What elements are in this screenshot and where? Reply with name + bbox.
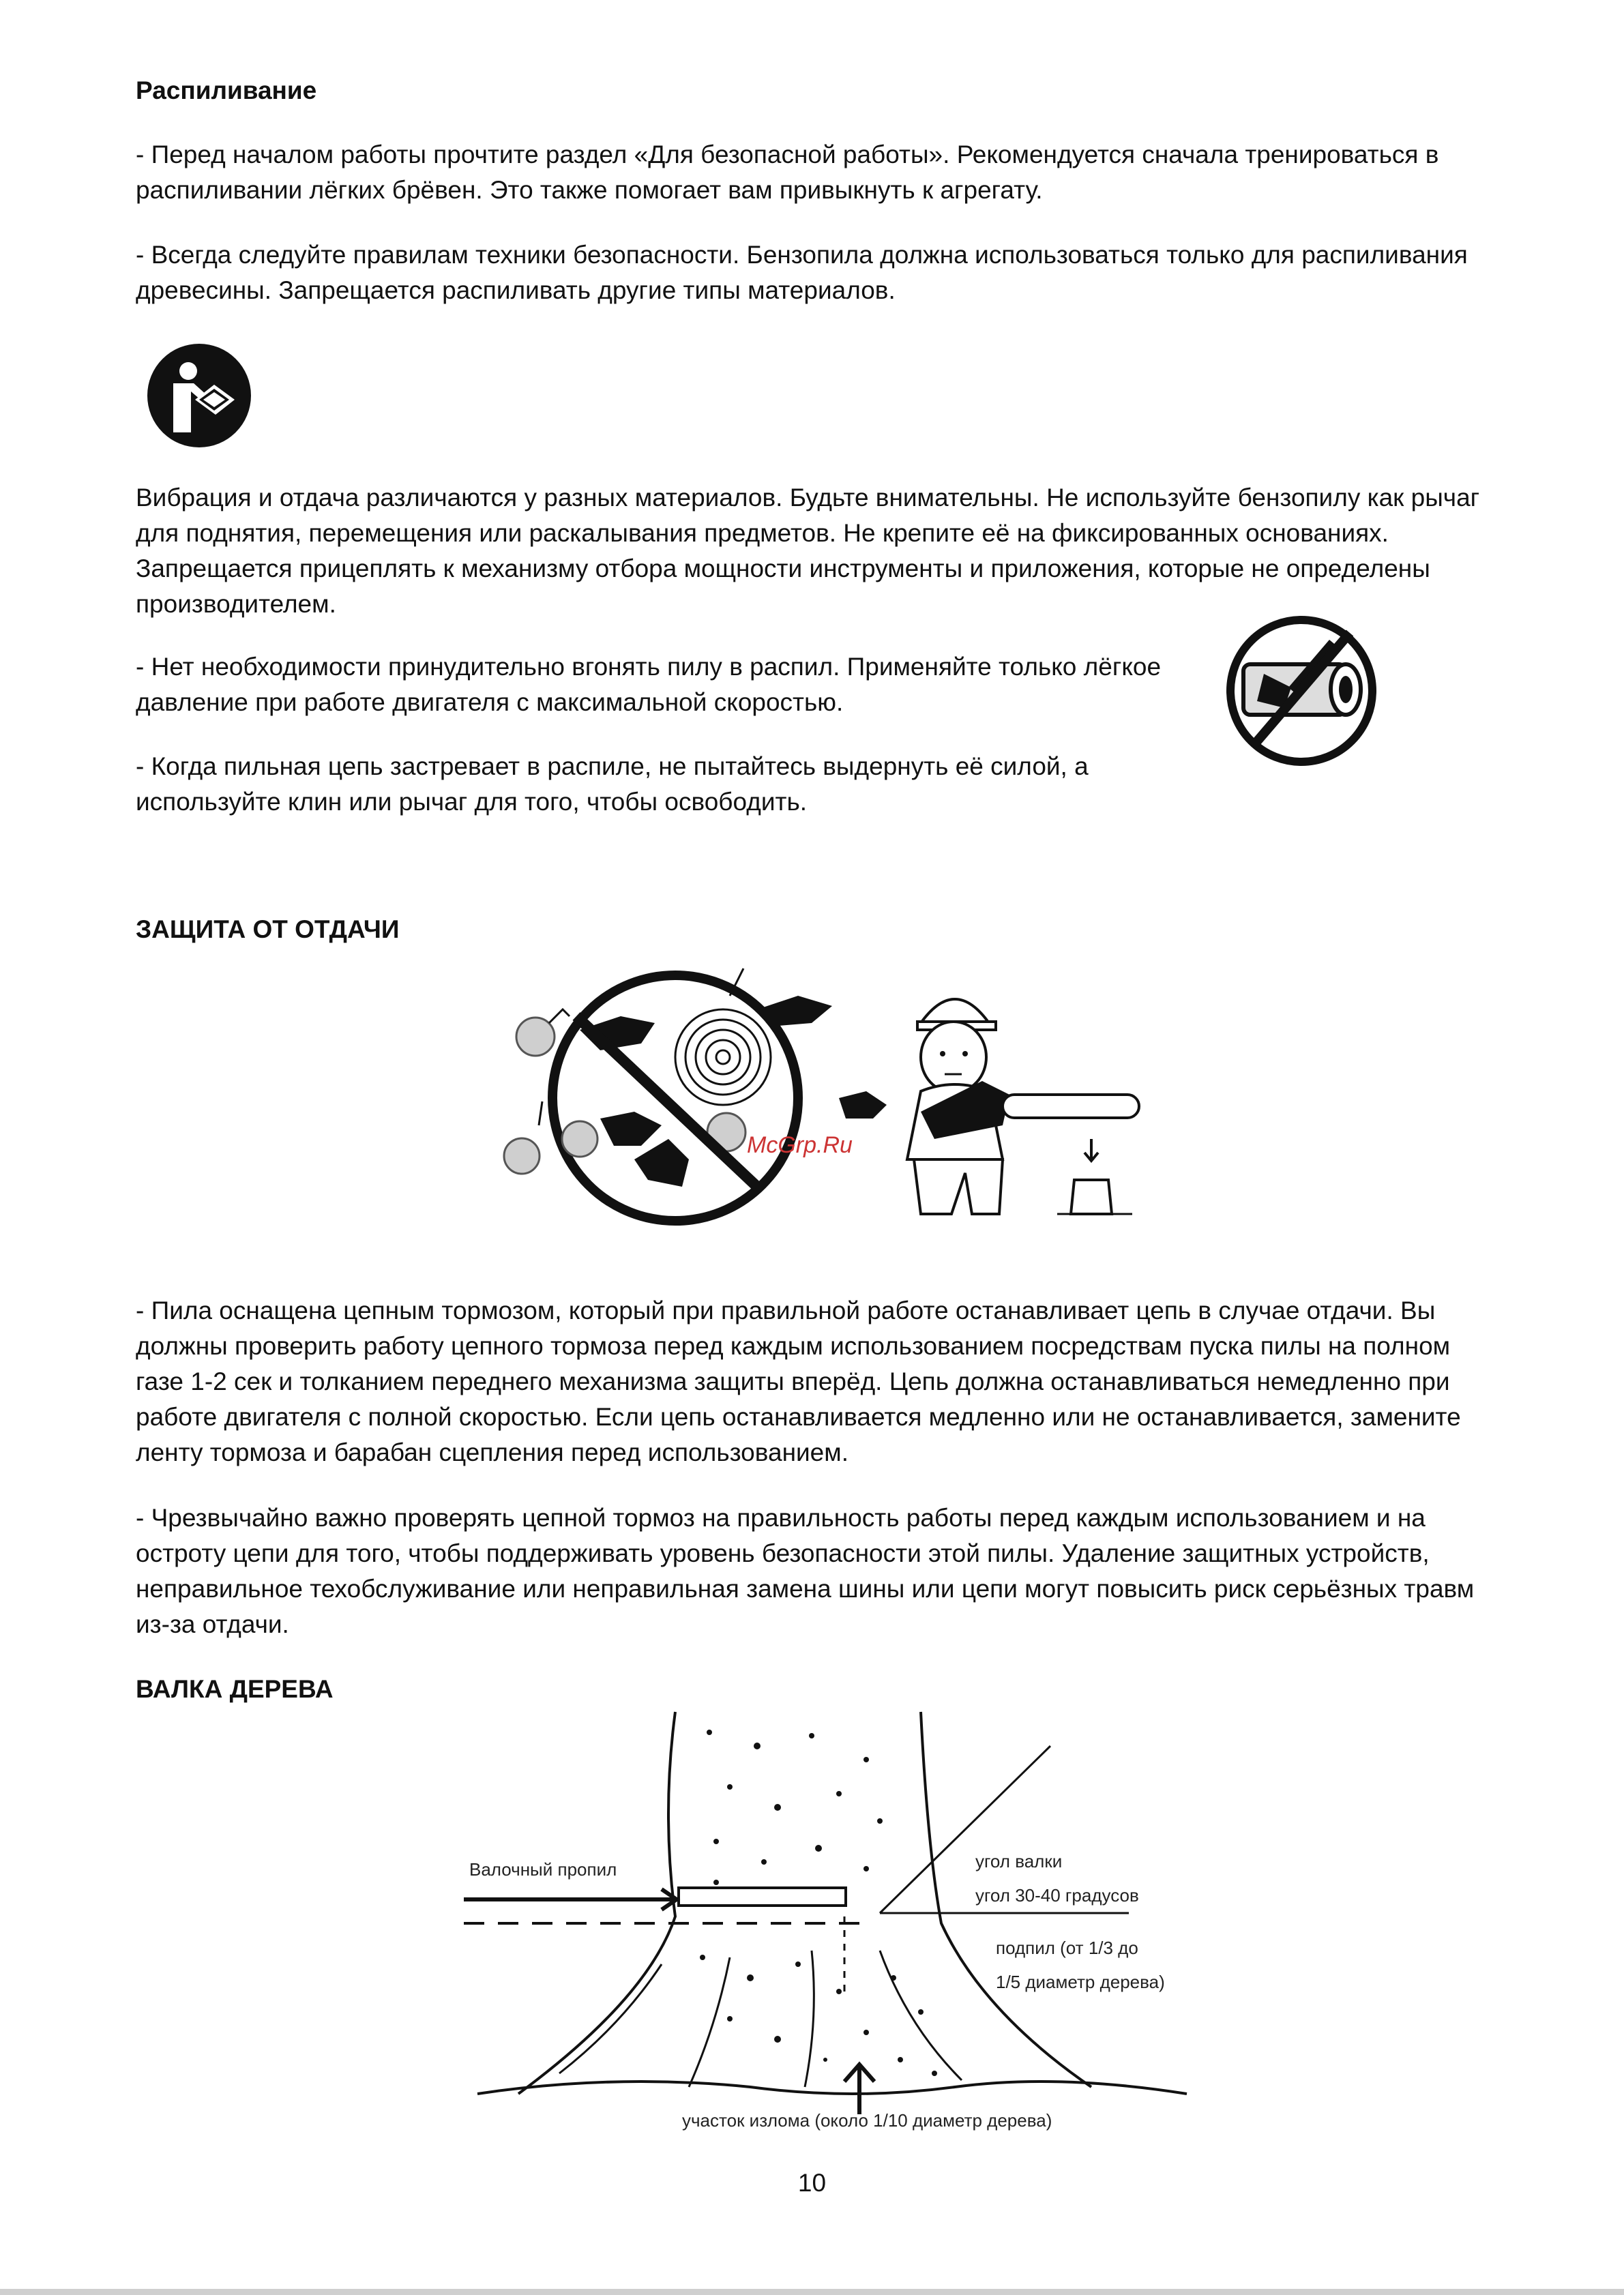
page-number: 10 <box>797 2169 827 2197</box>
label-hinge: участок излома (около 1/10 диаметр дерева) <box>682 2110 1052 2131</box>
label-notch-1: подпил (от 1/3 до <box>996 1938 1138 1958</box>
paragraph: - Когда пильная цепь застревает в распиле, не пытайтесь выдернуть её силой, а используйте клин или рычаг для того, чтобы освободить. <box>136 752 1089 816</box>
section-title-sawing: Распиливание <box>136 76 317 104</box>
kickback-illustration <box>498 955 1146 1248</box>
paragraph: - Всегда следуйте правилам техники безопасности. Бензопила должна использоваться только для распиливания древесины. Запрещается распиливать другие типы материалов. <box>136 241 1468 304</box>
label-angle-1: угол валки <box>975 1851 1063 1871</box>
section-title-felling: ВАЛКА ДЕРЕВА <box>136 1675 334 1703</box>
paragraph: - Пила оснащена цепным тормозом, который при правильной работе останавливает цепь в случае отдачи. Вы должны проверить работу цепного тормоза перед каждым использованием посредствам пуска пилы на полном газе 1-2 сек и толканием переднего механизма защиты вперёд. Цепь должна останавливаться немедленно при работе двигателя с полной скоростью. Если цепь останавливается медленно или не останавливается, замените ленту тормоза и барабан сцепления перед использованием. <box>136 1297 1461 1466</box>
no-cutting-icon <box>1223 612 1380 769</box>
label-felling-cut: Валочный пропил <box>469 1859 617 1880</box>
watermark: McGrp.Ru <box>747 1132 853 1158</box>
label-angle-2: угол 30-40 градусов <box>975 1885 1139 1906</box>
paragraph: - Нет необходимости принудительно вгонять пилу в распил. Применяйте только лёгкое давление при работе двигателя с максимальной скоростью. <box>136 653 1162 716</box>
read-manual-icon <box>146 342 252 449</box>
bottom-rule <box>0 2289 1624 2295</box>
label-notch-2: 1/5 диаметр дерева) <box>996 1972 1165 1992</box>
section-title-kickback: ЗАЩИТА ОТ ОТДАЧИ <box>136 915 400 943</box>
paragraph: - Чрезвычайно важно проверять цепной тормоз на правильность работы перед каждым использованием и на остроту цепи для того, чтобы поддерживать уровень безопасности этой пилы. Удаление защитных устройств, неправильное техобслуживание или неправильная замена шины или цепи могут повысить риск серьёзных травм из-за отдачи. <box>136 1504 1475 1638</box>
felling-diagram <box>457 1705 1207 2142</box>
paragraph: - Перед началом работы прочтите раздел «Для безопасной работы». Рекомендуется сначала тренироваться в распиливании лёгких брёвен. Это также помогает вам привыкнуть к агрегату. <box>136 140 1439 204</box>
paragraph: Вибрация и отдача различаются у разных материалов. Будьте внимательны. Не используйте бензопилу как рычаг для поднятия, перемещения или раскалывания предметов. Не крепите её на фиксированных основаниях. Запрещается прицеплять к механизму отбора мощности инструменты и приложения, которые не определены производителем. <box>136 484 1480 618</box>
